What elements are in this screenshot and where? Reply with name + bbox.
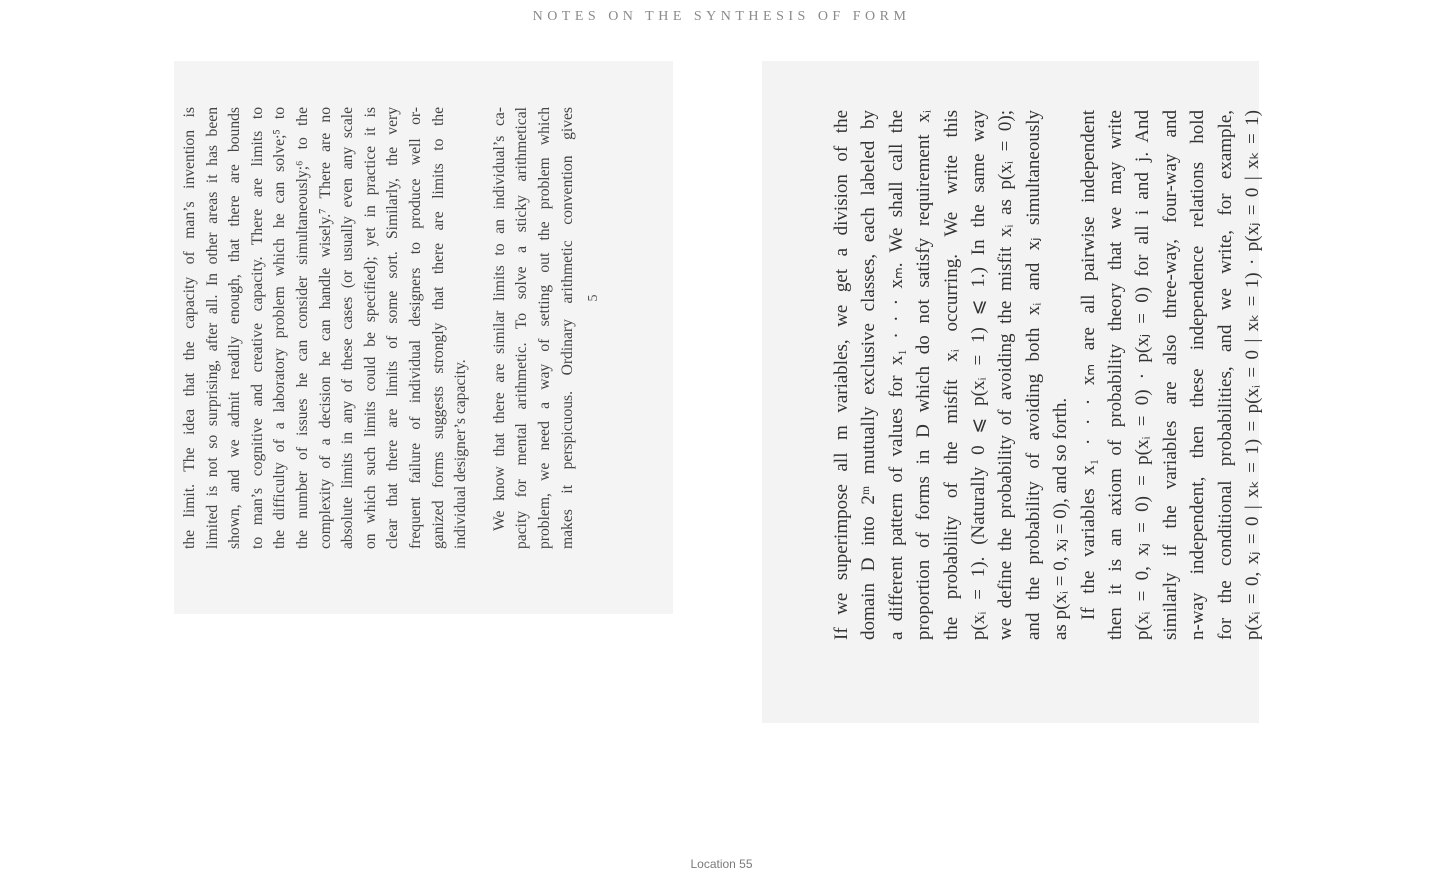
text-line: p(xᵢ = 1). (Naturally 0 ⩽ p(xᵢ = 1) ⩽ 1.) In the same way — [968, 110, 990, 640]
text-line: n-way independent, then these independence relations hold — [1187, 110, 1209, 640]
text-line: the number of issues he can consider simultaneously;⁶ to the — [293, 107, 311, 549]
book-title: NOTES ON THE SYNTHESIS OF FORM — [532, 9, 911, 24]
text-line: to man’s cognitive and creative capacity. There are limits to — [248, 107, 266, 549]
text-line: individual designer’s capacity. — [452, 359, 470, 549]
text-line: absolute limits in any of these cases (or usually even any scale — [339, 107, 357, 549]
text-line: frequent failure of individual designers to produce well or- — [406, 107, 424, 549]
text-line: If the variables x₁ · · · xₘ are all pairwise independent — [1077, 110, 1099, 620]
text-line: the limit. The idea that the capacity of man’s invention is — [181, 107, 198, 549]
text-line: makes it perspicuous. Ordinary arithmetic convention gives — [558, 107, 576, 549]
text-line: and the probability of avoiding both xᵢ and xⱼ simultaneously — [1022, 110, 1044, 640]
right-page-image — [762, 61, 1264, 723]
text-line: ganized forms suggests strongly that there are limits to the — [429, 107, 447, 549]
right-paragraph-1 — [828, 110, 1075, 640]
text-line: limited is not so surprising, after all. In other areas it has been — [203, 107, 221, 549]
text-line: If we superimpose all m variables, we get a division of the — [831, 110, 852, 640]
text-line: on which such limits could be specified); yet in practice it is — [361, 107, 379, 549]
text-line: for the conditional probabilities, and we write, for example, — [1214, 110, 1236, 640]
text-line: complexity of a decision he can handle wisely.⁷ There are no — [316, 107, 334, 549]
left-page-image — [174, 61, 673, 614]
text-line: proportion of forms in D which do not satisfy requirement xᵢ — [913, 110, 935, 640]
text-line: p(xᵢ = 0, xⱼ = 0 | xₖ = 1) = p(xᵢ = 0 | xₖ = 1) · p(xⱼ = 0 | xₖ = 1) — [1242, 110, 1264, 640]
left-page-text — [179, 107, 606, 549]
text-line: then it is an axiom of probability theory that we may write — [1105, 110, 1127, 640]
text-line: the probability of the misfit xᵢ occurring. We write this — [940, 110, 962, 640]
left-paragraph-2 — [489, 107, 579, 549]
text-line: we define the probability of avoiding the misfit xᵢ as p(xᵢ = 0); — [995, 110, 1017, 640]
text-line: the difficulty of a laboratory problem which he can solve;⁵ to — [271, 107, 289, 549]
text-line: a different pattern of values for x₁ · · · xₘ. We shall call the — [885, 110, 907, 640]
text-line: pacity for mental arithmetic. To solve a sticky arithmetical — [513, 107, 531, 549]
text-line: clear that there are limits of some sort. Similarly, the very — [384, 107, 402, 549]
reading-location: Location 55 — [690, 857, 753, 871]
text-line: problem, we need a way of setting out the problem which — [535, 107, 553, 549]
text-line: p(xᵢ = 0, xⱼ = 0) = p(xᵢ = 0) · p(xⱼ = 0) for all i and j. And — [1132, 110, 1154, 640]
text-line: as p(xᵢ = 0, xⱼ = 0), and so forth. — [1050, 397, 1072, 640]
page-number: 5 — [586, 294, 602, 302]
text-line: shown, and we admit readily enough, that there are bounds — [226, 107, 244, 549]
right-paragraph-2 — [1075, 110, 1267, 640]
text-line: domain D into 2ᵐ mutually exclusive classes, each labeled by — [858, 110, 880, 640]
right-page-text — [828, 110, 1267, 640]
left-paragraph-1 — [179, 107, 473, 549]
text-line: We know that there are similar limits to an individual’s ca- — [490, 107, 508, 531]
text-line: similarly if the variables are also three-way, four-way and — [1159, 110, 1181, 640]
